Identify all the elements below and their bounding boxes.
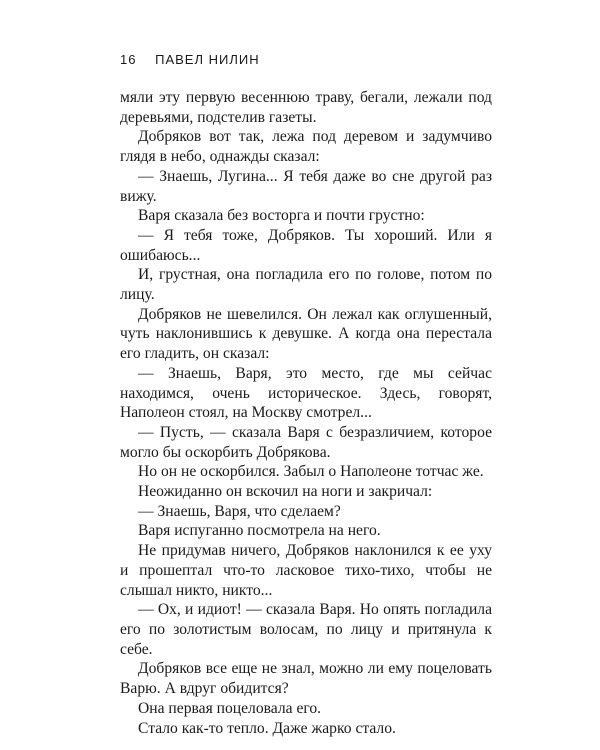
paragraph: Добряков все еще не знал, можно ли ему поцеловать Варю. А вдруг обидится? (120, 660, 492, 698)
paragraph: Стало как-то тепло. Даже жарко стало. (138, 719, 396, 737)
paragraph: — Я тебя тоже, Добряков. Ты хороший. Или я ошибаюсь... (120, 226, 492, 264)
paragraph: Она первая поцеловала его. (138, 699, 322, 717)
paragraph: — Пусть, — сказала Варя с безразличием, которое могло бы оскорбить Добрякова. (120, 423, 492, 461)
paragraph: — Знаешь, Лугина... Я тебя даже во сне другой раз вижу. (120, 167, 492, 205)
running-header (120, 52, 260, 67)
paragraph: — Ох, и идиот! — сказала Варя. Но опять погладила его по золотистым волосам, по лицу и притянула к себе. (120, 601, 492, 658)
paragraph: Добряков вот так, лежа под деревом и задумчиво глядя в небо, однажды сказал: (120, 128, 492, 166)
body-text (120, 88, 492, 738)
paragraph: — Знаешь, Варя, это место, где мы сейчас находимся, очень историческое. Здесь, говорят, Наполеон стоял, на Москву смотрел... (120, 364, 492, 422)
paragraph: Варя испуганно посмотрела на него. (138, 522, 381, 540)
paragraph: — Знаешь, Варя, что сделаем? (138, 502, 341, 520)
paragraph: Добряков не шевелился. Он лежал как оглушенный, чуть наклонившись к девушке. А когда она перестала его гладить, он сказал: (120, 305, 492, 363)
paragraph: Не придумав ничего, Добряков наклонился к ее уху и прошептал что-то ласковое тихо-тихо, чтобы не слышал никто, никто... (120, 542, 492, 599)
page-number: 16 (120, 52, 137, 67)
paragraph: Варя сказала без восторга и почти грустно: (138, 207, 425, 225)
paragraph: И, грустная, она погладила его по голове, потом по лицу. (120, 266, 492, 304)
paragraph: Но он не оскорбился. Забыл о Наполеоне тотчас же. (138, 463, 484, 481)
author-name: ПАВЕЛ НИЛИН (155, 52, 260, 67)
paragraph: Неожиданно он вскочил на ноги и закричал: (138, 483, 433, 501)
paragraph: мяли эту первую весеннюю траву, бегали, лежали под деревьями, подстелив газеты. (120, 89, 492, 126)
